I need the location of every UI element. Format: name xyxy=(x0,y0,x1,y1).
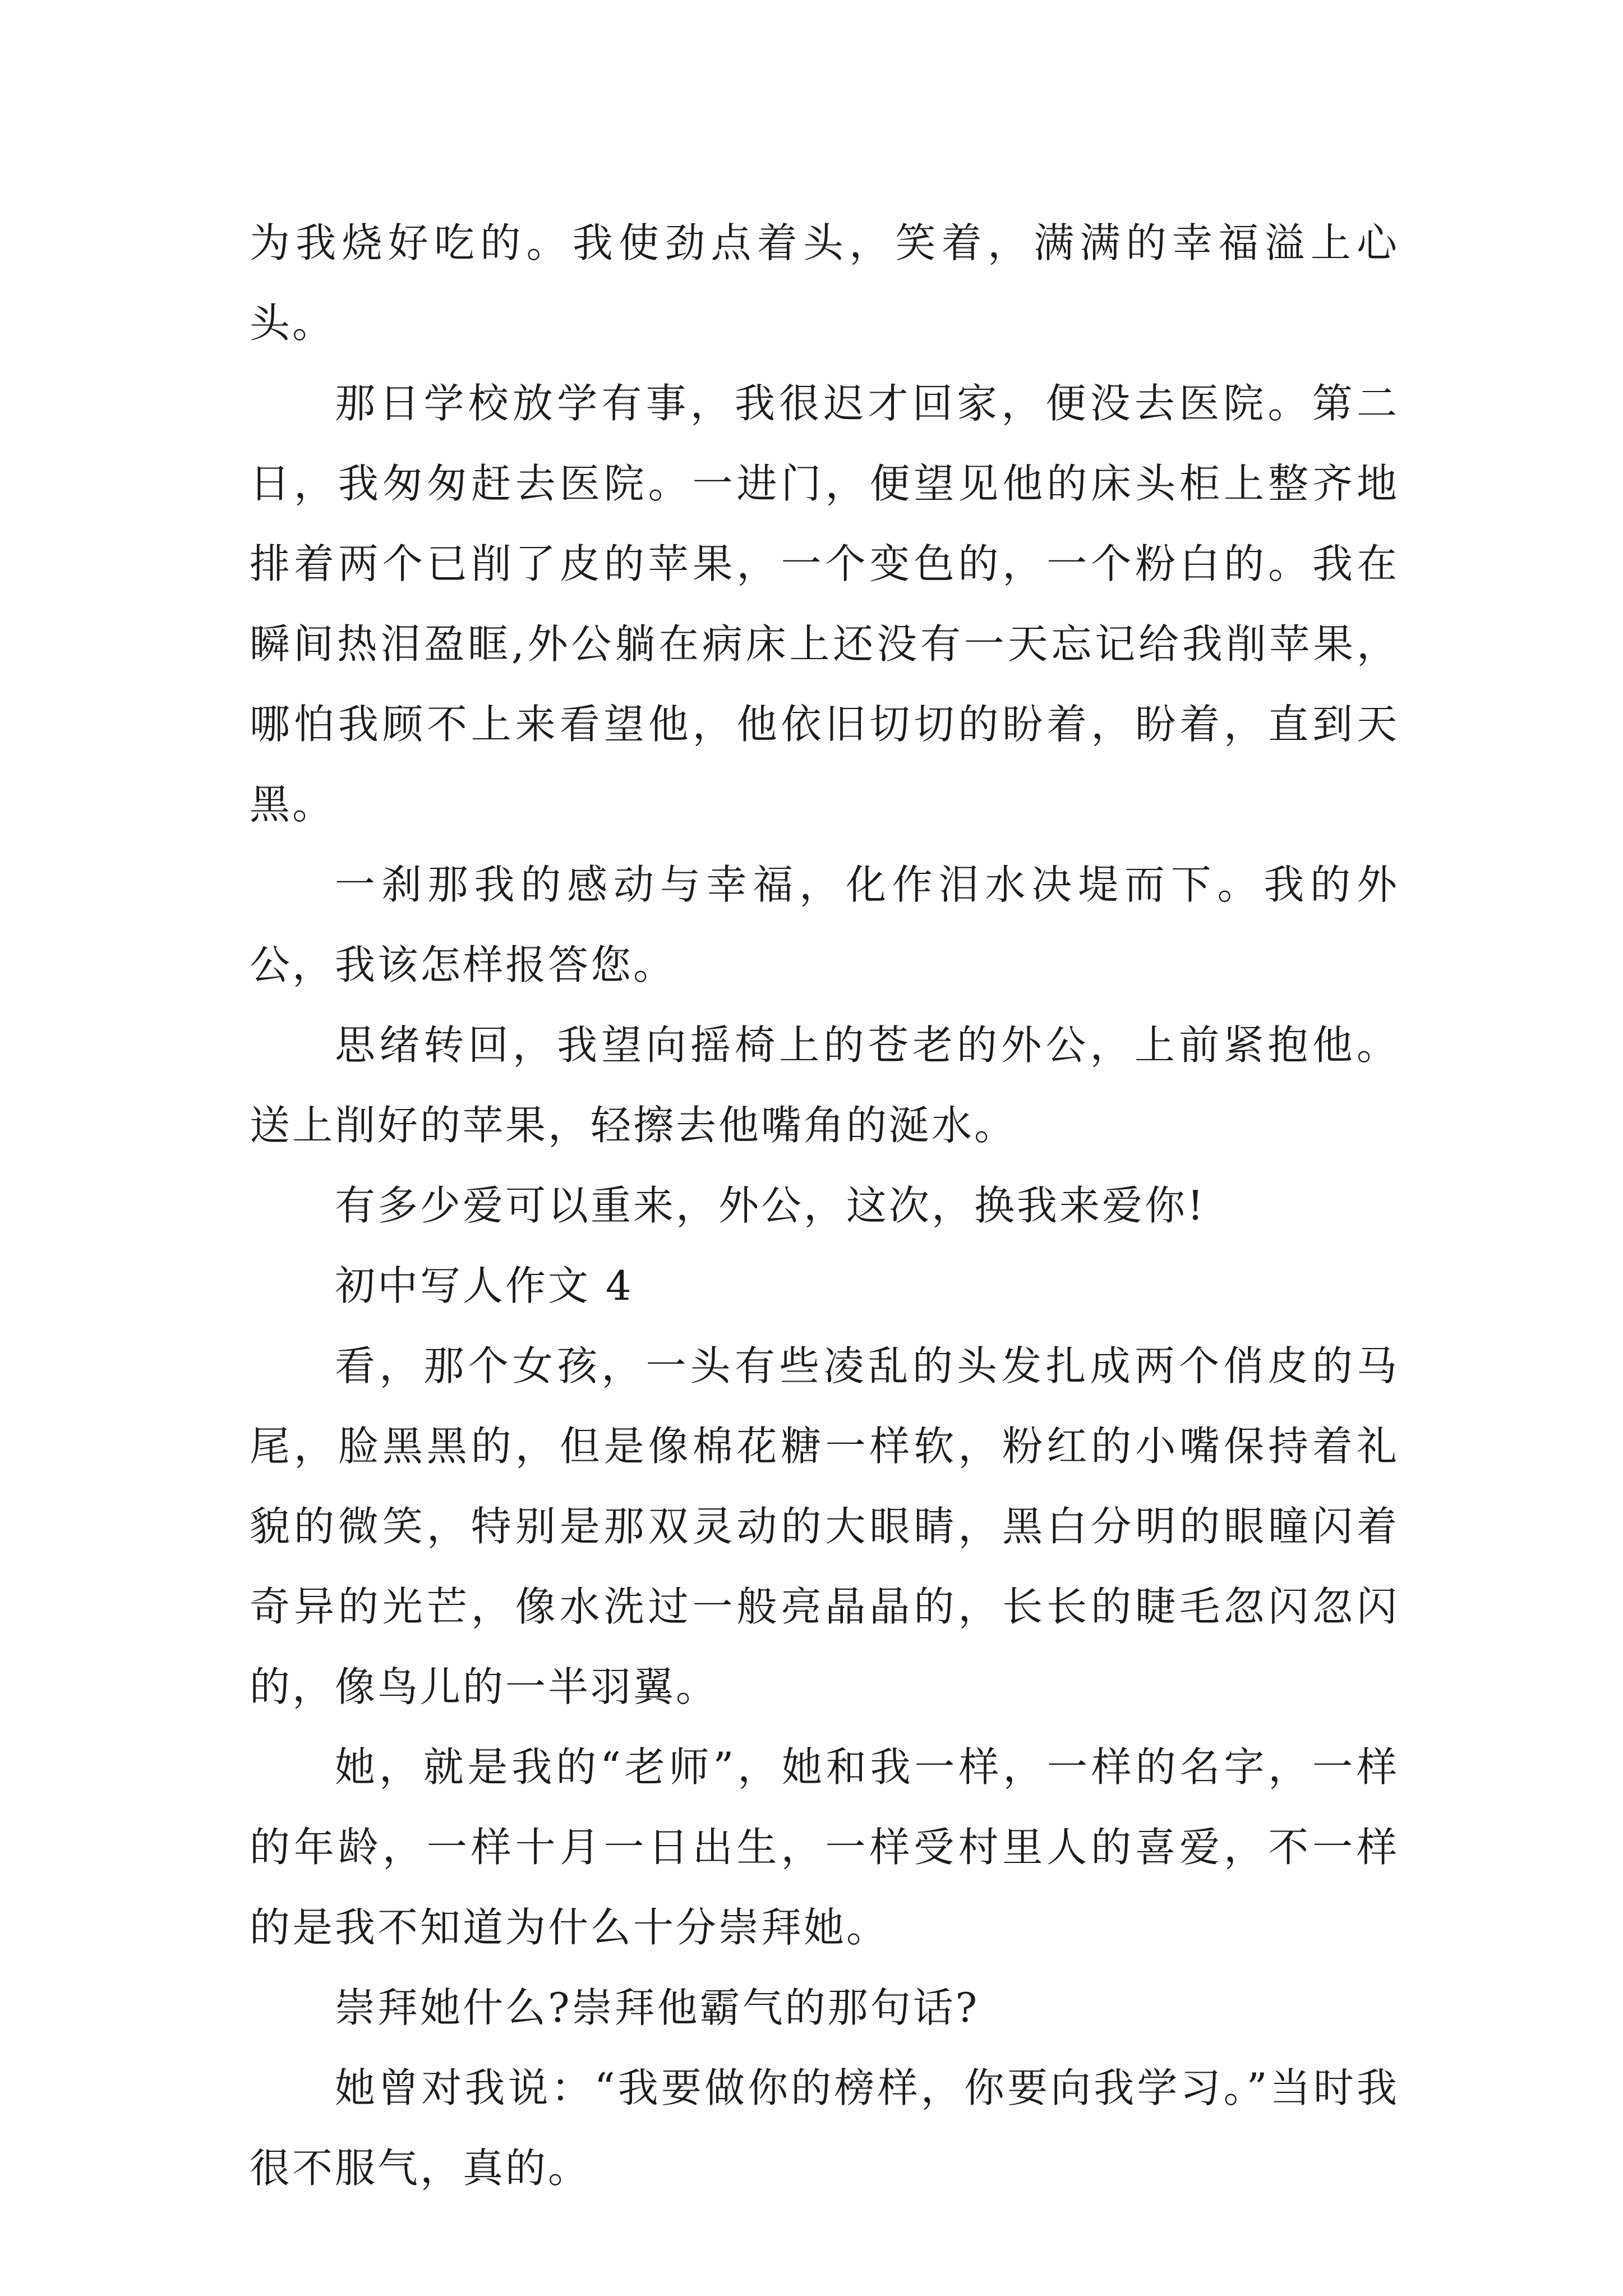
paragraph-continuation: 为我烧好吃的。我使劲点着头，笑着，满满的幸福溢上心头。 xyxy=(250,219,1399,347)
paragraph: 她曾对我说：“我要做你的榜样，你要向我学习。”当时我很不服气，真的。 xyxy=(250,2064,1399,2192)
section-heading: 初中写人作文 4 xyxy=(335,1262,634,1309)
paragraph: 有多少爱可以重来，外公，这次，换我来爱你! xyxy=(335,1182,1206,1229)
paragraph: 那日学校放学有事，我很迟才回家，便没去医院。第二日，我匆匆赶去医院。一进门，便望见他的床头柜上整齐地排着两个已削了皮的苹果，一个变色的，一个粉白的。我在瞬间热泪盈眶,外公躺在病床上还没有一天忘记给我削苹果，哪怕我顾不上来看望他，他依旧切切的盼着，盼着，直到天黑。 xyxy=(250,380,1399,828)
paragraph: 崇拜她什么?崇拜他霸气的那句话? xyxy=(335,1984,980,2031)
paragraph: 思绪转回，我望向摇椅上的苍老的外公，上前紧抱他。送上削好的苹果，轻擦去他嘴角的涎水。 xyxy=(250,1022,1399,1149)
document-body xyxy=(250,203,1399,2208)
paragraph: 她，就是我的“老师”，她和我一样，一样的名字，一样的年龄，一样十月一日出生，一样受村里人的喜爱，不一样的是我不知道为什么十分崇拜她。 xyxy=(250,1743,1399,1951)
paragraph: 一刹那我的感动与幸福，化作泪水决堤而下。我的外公，我该怎样报答您。 xyxy=(250,861,1399,988)
paragraph: 看，那个女孩，一头有些凌乱的头发扎成两个俏皮的马尾，脸黑黑的，但是像棉花糖一样软，粉红的小嘴保持着礼貌的微笑，特别是那双灵动的大眼睛，黑白分明的眼瞳闪着奇异的光芒，像水洗过一般亮晶晶的，长长的睫毛忽闪忽闪的，像鸟儿的一半羽翼。 xyxy=(250,1342,1399,1710)
